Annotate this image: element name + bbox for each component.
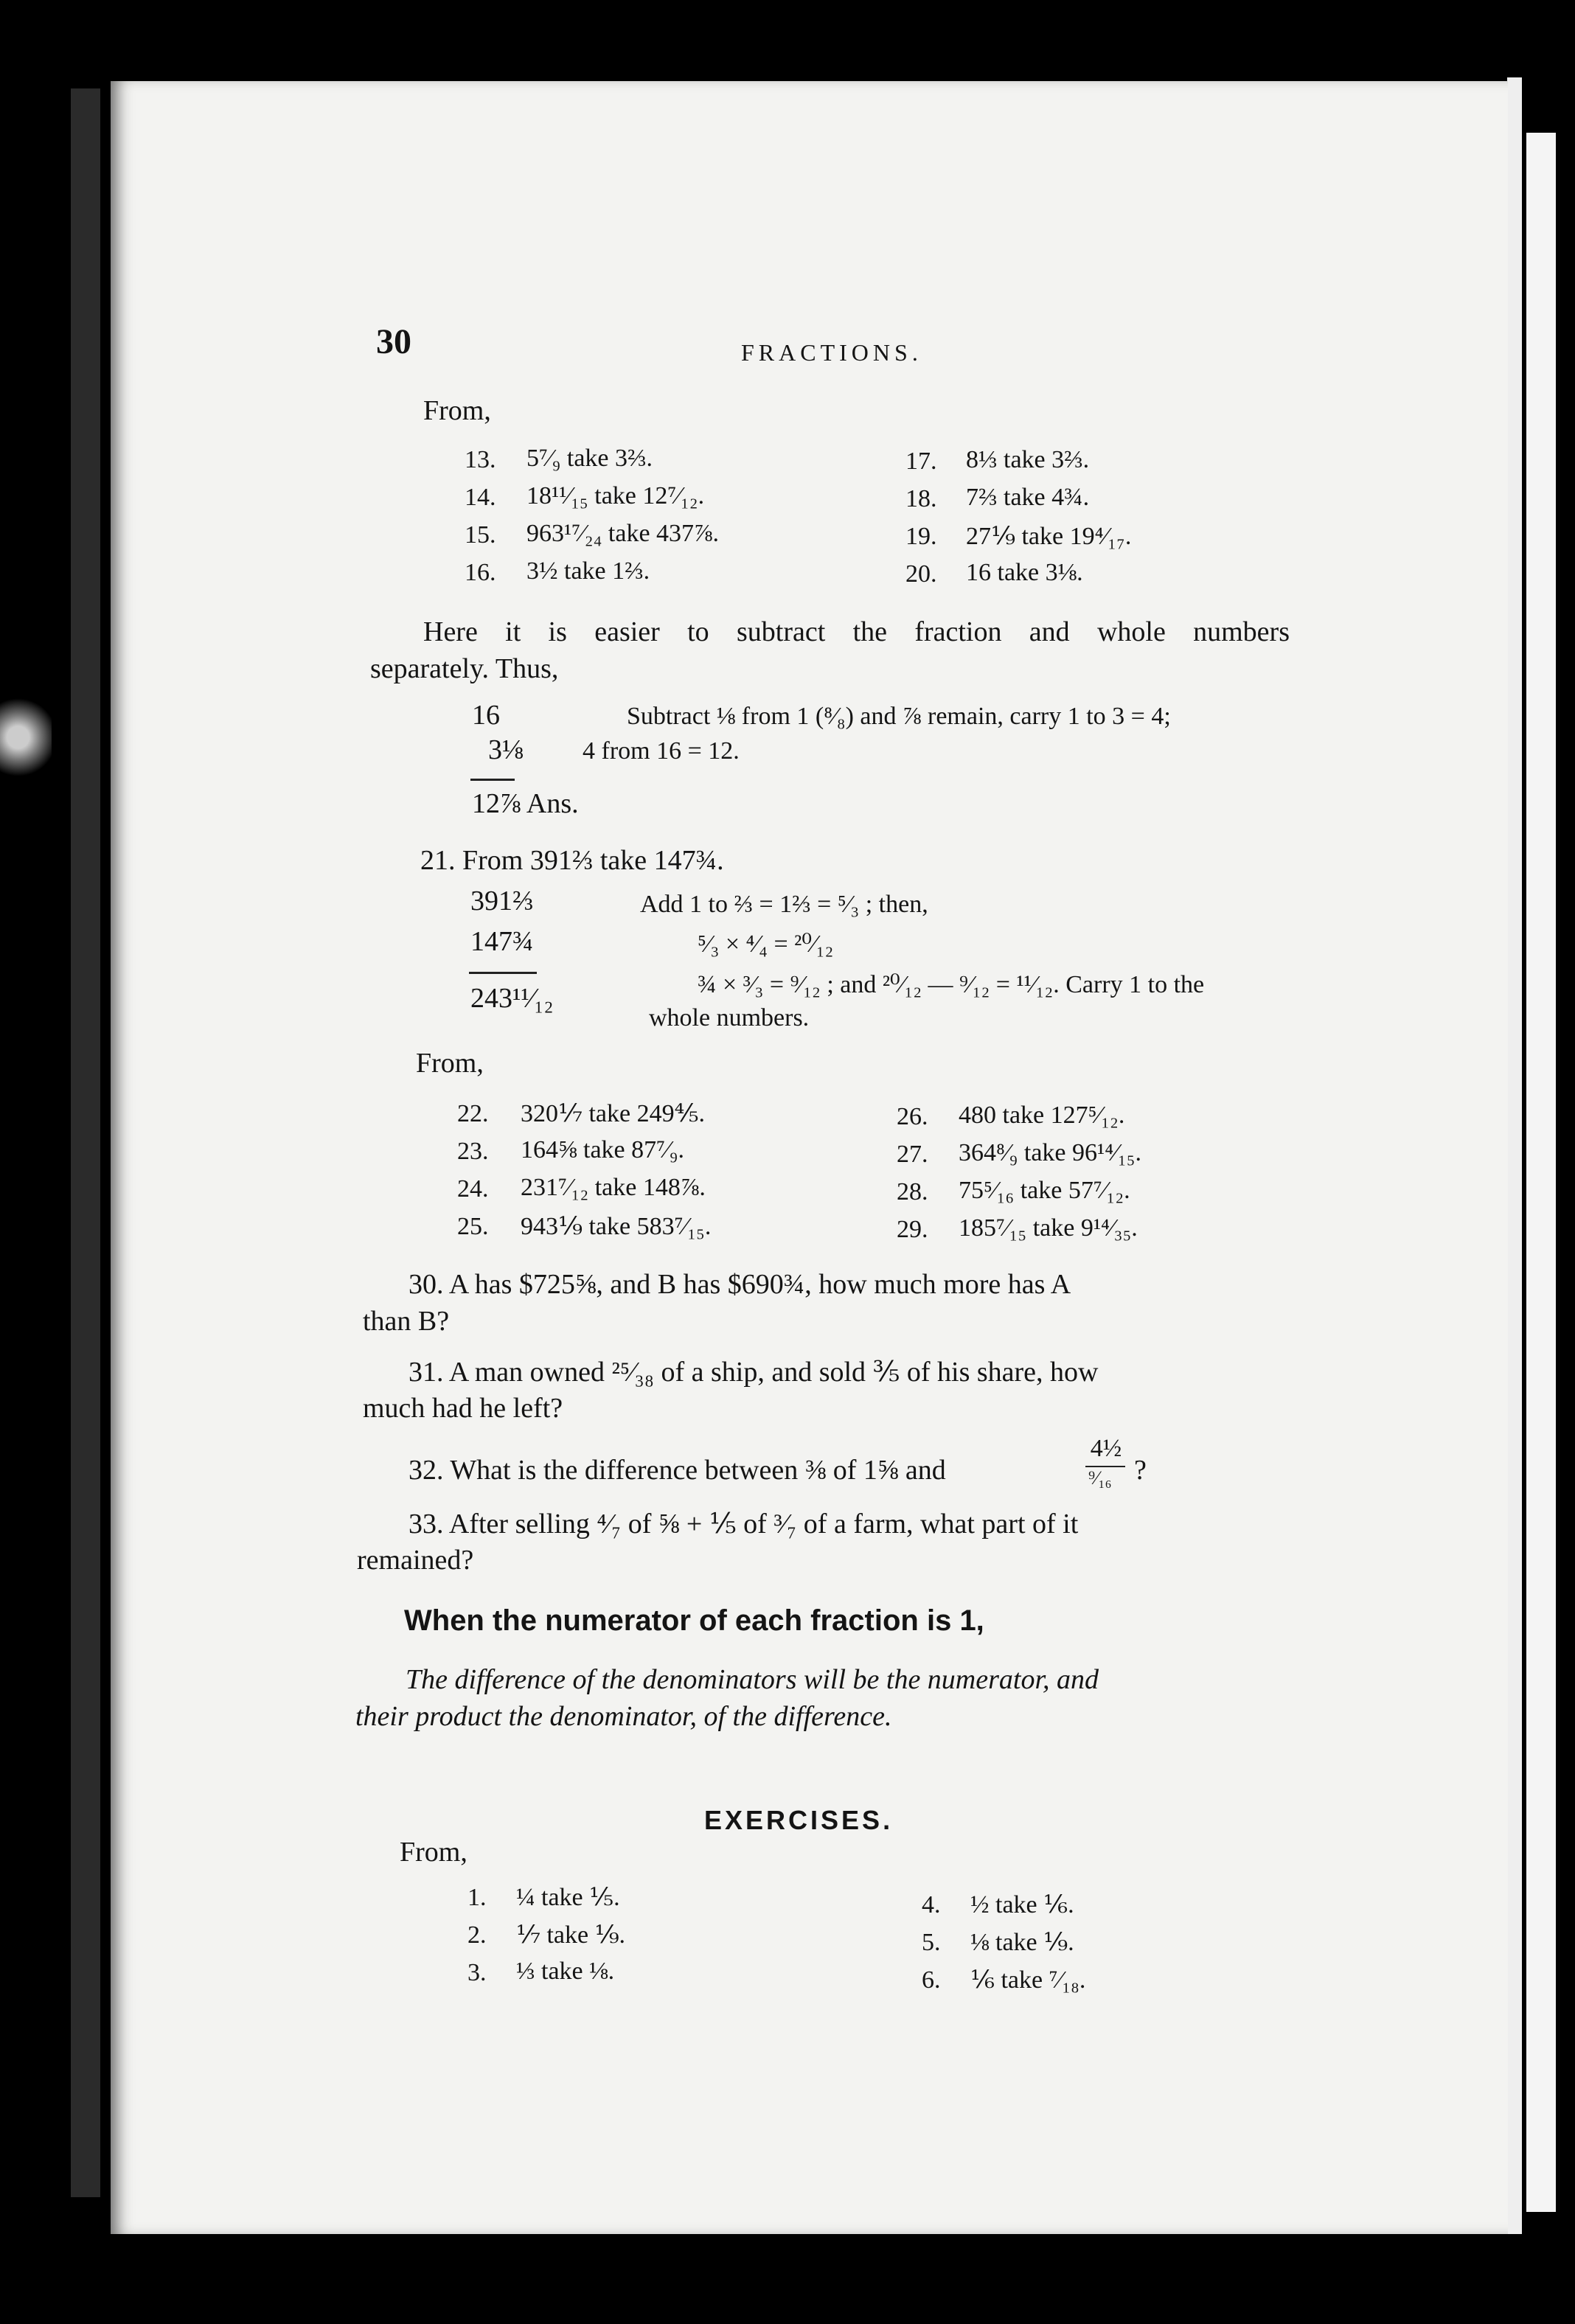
exercise-number: 3. [467, 1959, 487, 1986]
exercise-text: 364⁸⁄₉ take 96¹⁴⁄₁₅. [959, 1139, 1141, 1166]
exercises-heading: EXERCISES. [704, 1805, 894, 1835]
exercise-text: 231⁷⁄₁₂ take 148⅞. [521, 1174, 706, 1201]
exercise-number: 13. [465, 446, 496, 473]
exercise-number: 28. [897, 1178, 928, 1206]
exercise-text: 943⅑ take 583⁷⁄₁₅. [521, 1213, 712, 1240]
rule-heading: When the numerator of each fraction is 1, [404, 1604, 984, 1637]
work-step: whole numbers. [649, 1004, 810, 1031]
exercise-text: 16 take 3⅛. [966, 559, 1083, 586]
scan-artifact [0, 693, 52, 782]
paragraph-line: Here it is easier to subtract the fraction and whole numbers [423, 616, 1290, 647]
exercise-text: ⅙ take ⁷⁄₁₈. [970, 1966, 1086, 1994]
problem-30-cont: than B? [363, 1306, 450, 1337]
running-title: FRACTIONS. [741, 339, 922, 366]
exercise-number: 27. [897, 1141, 928, 1168]
page-number: 30 [376, 322, 411, 361]
exercise-text: 185⁷⁄₁₅ take 9¹⁴⁄₃₅. [959, 1214, 1138, 1242]
work-subtrahend: 147¾ [470, 926, 534, 957]
question-mark: ? [1134, 1455, 1147, 1486]
exercise-text: ⅐ take ⅑. [516, 1921, 626, 1949]
rule-text: The difference of the denominators will be the numerator, and [406, 1664, 1099, 1695]
problem-31-cont: much had he left? [363, 1393, 563, 1424]
complex-fraction-numerator: 4½ [1090, 1435, 1122, 1462]
exercise-number: 2. [467, 1921, 487, 1949]
from-label: From, [400, 1837, 467, 1868]
work-rule [470, 779, 515, 781]
work-step: ¾ × ³⁄₃ = ⁹⁄₁₂ ; and ²⁰⁄₁₂ — ⁹⁄₁₂ = ¹¹⁄₁₂. Carry 1 to the [698, 971, 1205, 998]
exercise-text: 18¹¹⁄₁₅ take 12⁷⁄₁₂. [526, 482, 705, 509]
work-minuend: 391⅔ [470, 886, 534, 916]
exercise-text: 164⅝ take 87⁷⁄₉. [521, 1136, 685, 1163]
problem-31: 31. A man owned ²⁵⁄₃₈ of a ship, and sold ⅗ of his share, how [408, 1357, 1099, 1388]
work-rule [469, 972, 537, 974]
exercise-number: 23. [457, 1138, 489, 1165]
exercise-text: 3½ take 1⅔. [526, 557, 650, 585]
exercise-number: 15. [465, 521, 496, 549]
exercise-text: ⅛ take ⅑. [970, 1929, 1074, 1956]
work-answer: 243¹¹⁄₁₂ [470, 983, 554, 1014]
exercise-number: 16. [465, 559, 496, 586]
exercise-text: 320⅐ take 249⅘. [521, 1100, 706, 1127]
work-step: ⁵⁄₃ × ⁴⁄₄ = ²⁰⁄₁₂ [698, 930, 834, 958]
work-step: Add 1 to ⅔ = 1⅔ = ⁵⁄₃ ; then, [640, 891, 928, 918]
exercise-text: 480 take 127⁵⁄₁₂. [959, 1102, 1125, 1129]
exercise-number: 22. [457, 1100, 489, 1127]
example-21: 21. From 391⅔ take 147¾. [420, 845, 724, 876]
exercise-number: 1. [467, 1884, 487, 1911]
exercise-number: 20. [905, 560, 937, 588]
exercise-text: 7⅔ take 4¾. [966, 484, 1090, 511]
exercise-number: 25. [457, 1213, 489, 1240]
problem-32: 32. What is the difference between ⅜ of 1⅝ and [408, 1455, 946, 1486]
complex-fraction-denominator: ⁹⁄₁₆ [1088, 1467, 1112, 1489]
work-subtrahend: 3⅛ [488, 734, 524, 765]
paragraph [423, 616, 1290, 648]
exercise-number: 14. [465, 484, 496, 511]
page-edge-right [1507, 77, 1522, 2234]
exercise-number: 17. [905, 448, 937, 475]
exercise-number: 4. [922, 1891, 941, 1918]
from-label: From, [423, 395, 491, 426]
exercise-text: 27⅑ take 19⁴⁄₁₇. [966, 523, 1132, 550]
exercise-text: 963¹⁷⁄₂₄ take 437⅞. [526, 520, 720, 547]
work-answer: 12⅞ Ans. [472, 788, 579, 819]
exercise-number: 18. [905, 485, 937, 512]
book-spine-shadow [71, 88, 100, 2197]
work-minuend: 16 [472, 700, 500, 731]
exercise-text: ¼ take ⅕. [516, 1884, 620, 1911]
exercise-text: ½ take ⅙. [970, 1891, 1074, 1918]
work-note: Subtract ⅛ from 1 (⁸⁄₈) and ⅞ remain, carry 1 to 3 = 4; [627, 703, 1171, 730]
exercise-text: 75⁵⁄₁₆ take 57⁷⁄₁₂. [959, 1177, 1130, 1204]
work-note: 4 from 16 = 12. [583, 737, 740, 765]
exercise-number: 19. [905, 523, 937, 550]
exercise-text: 8⅓ take 3⅔. [966, 446, 1090, 473]
problem-33: 33. After selling ⁴⁄₇ of ⅝ + ⅕ of ³⁄₇ of a farm, what part of it [408, 1509, 1079, 1540]
exercise-text: 5⁷⁄₉ take 3⅔. [526, 445, 653, 472]
exercise-text: ⅓ take ⅛. [516, 1958, 615, 1985]
exercise-number: 29. [897, 1216, 928, 1243]
paragraph-line: separately. Thus, [370, 653, 559, 684]
exercise-number: 24. [457, 1175, 489, 1203]
exercise-number: 6. [922, 1966, 941, 1994]
exercise-number: 26. [897, 1103, 928, 1130]
book-page [111, 81, 1508, 2234]
problem-30: 30. A has $725⅝, and B has $690¾, how much more has A [408, 1269, 1071, 1300]
rule-text: their product the denominator, of the difference. [355, 1701, 892, 1732]
next-page-edge [1526, 133, 1556, 2212]
from-label: From, [416, 1048, 484, 1079]
problem-33-cont: remained? [357, 1545, 474, 1576]
exercise-number: 5. [922, 1929, 941, 1956]
